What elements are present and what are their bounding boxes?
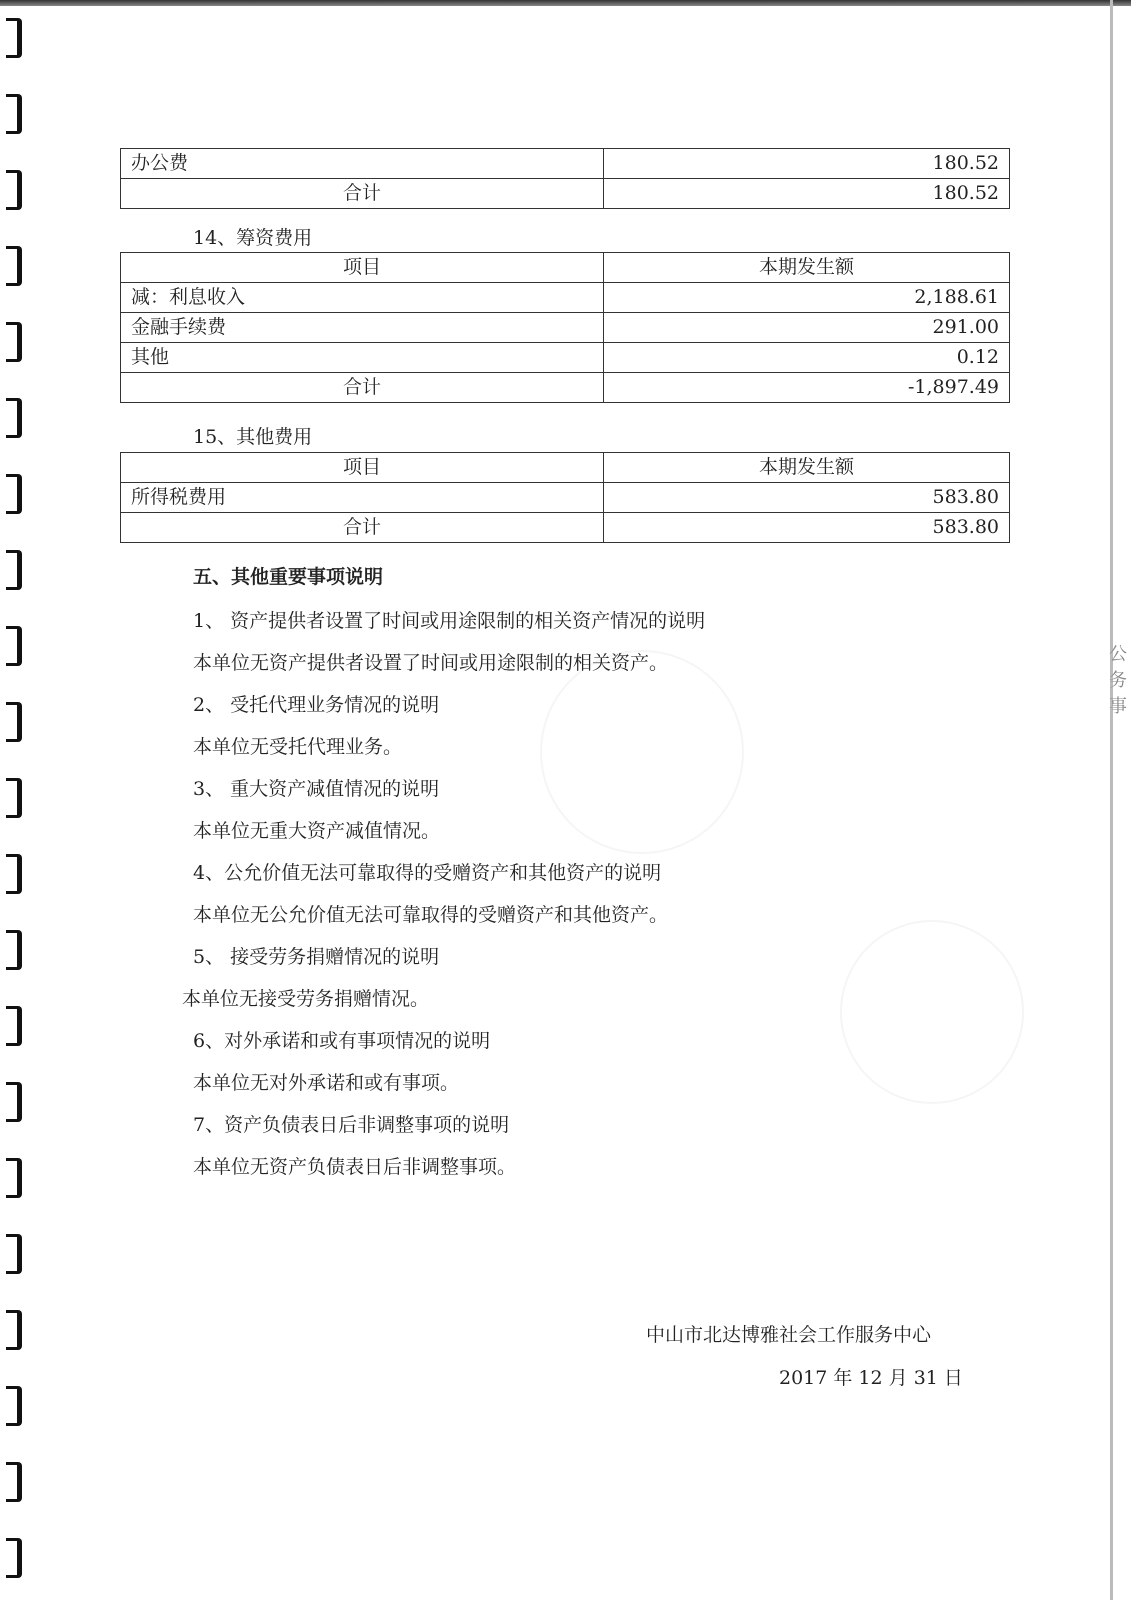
item-4-heading: 4、公允价值无法可靠取得的受赠资产和其他资产的说明 — [193, 862, 662, 884]
binding-ring — [6, 398, 22, 438]
table-row — [121, 373, 1010, 403]
table-row — [121, 149, 1010, 179]
item-7-text: 本单位无资产负债表日后非调整事项。 — [193, 1156, 517, 1178]
section-15-title: 15、其他费用 — [193, 426, 313, 448]
binding-ring — [6, 1158, 22, 1198]
section-14-title: 14、筹资费用 — [193, 227, 313, 249]
signature-date: 2017 年 12 月 31 日 — [779, 1367, 963, 1389]
item-2-heading: 2、 受托代理业务情况的说明 — [193, 694, 440, 716]
binding-ring — [6, 94, 22, 134]
binding-ring — [6, 170, 22, 210]
table-14-financing-expense — [120, 252, 1010, 403]
binding-ring — [6, 474, 22, 514]
binding-ring — [6, 854, 22, 894]
table-header-row — [121, 453, 1010, 483]
item-6-text: 本单位无对外承诺和或有事项。 — [193, 1072, 460, 1094]
cell-amount: 583.80 — [604, 513, 1010, 543]
item-3-text: 本单位无重大资产减值情况。 — [193, 820, 441, 842]
spiral-binding — [0, 0, 30, 1600]
item-5-heading: 5、 接受劳务捐赠情况的说明 — [193, 946, 440, 968]
header-item: 项目 — [121, 253, 604, 283]
cell-item: 减：利息收入 — [121, 283, 604, 313]
binding-ring — [6, 1310, 22, 1350]
cell-amount: -1,897.49 — [604, 373, 1010, 403]
header-amount: 本期发生额 — [604, 453, 1010, 483]
page-right-edge — [1110, 0, 1113, 1600]
cell-amount: 180.52 — [604, 179, 1010, 209]
header-amount: 本期发生额 — [604, 253, 1010, 283]
item-5-text: 本单位无接受劳务捐赠情况。 — [182, 988, 430, 1010]
binding-ring — [6, 1386, 22, 1426]
item-4-text: 本单位无公允价值无法可靠取得的受赠资产和其他资产。 — [193, 904, 669, 926]
binding-ring — [6, 550, 22, 590]
item-1-heading: 1、 资产提供者设置了时间或用途限制的相关资产情况的说明 — [193, 610, 706, 632]
table-row — [121, 283, 1010, 313]
binding-ring — [6, 322, 22, 362]
table-row — [121, 343, 1010, 373]
cell-amount: 180.52 — [604, 149, 1010, 179]
cell-total-label: 合计 — [121, 513, 604, 543]
table-row — [121, 483, 1010, 513]
cell-amount: 291.00 — [604, 313, 1010, 343]
binding-ring — [6, 246, 22, 286]
item-6-heading: 6、对外承诺和或有事项情况的说明 — [193, 1030, 491, 1052]
binding-ring — [6, 930, 22, 970]
item-3-heading: 3、 重大资产减值情况的说明 — [193, 778, 440, 800]
item-1-text: 本单位无资产提供者设置了时间或用途限制的相关资产。 — [193, 652, 669, 674]
cell-amount: 583.80 — [604, 483, 1010, 513]
faint-stamp-shadow — [540, 650, 744, 854]
signature-org: 中山市北达博雅社会工作服务中心 — [646, 1324, 932, 1346]
cell-amount: 2,188.61 — [604, 283, 1010, 313]
binding-ring — [6, 1234, 22, 1274]
part-5-title: 五、其他重要事项说明 — [193, 566, 384, 588]
item-7-heading: 7、资产负债表日后非调整事项的说明 — [193, 1114, 510, 1136]
table-row — [121, 179, 1010, 209]
cell-amount: 0.12 — [604, 343, 1010, 373]
header-item: 项目 — [121, 453, 604, 483]
table-13-office-expense — [120, 148, 1010, 209]
item-2-text: 本单位无受托代理业务。 — [193, 736, 403, 758]
table-row — [121, 313, 1010, 343]
table-header-row — [121, 253, 1010, 283]
binding-ring — [6, 778, 22, 818]
binding-ring — [6, 1082, 22, 1122]
side-stamp-fragment: 公务事 — [1109, 644, 1127, 717]
binding-ring — [6, 1462, 22, 1502]
binding-ring — [6, 702, 22, 742]
cell-item: 所得税费用 — [121, 483, 604, 513]
cell-item: 金融手续费 — [121, 313, 604, 343]
faint-stamp-shadow — [840, 920, 1024, 1104]
page-top-edge — [0, 0, 1131, 6]
table-15-other-expense — [120, 452, 1010, 543]
cell-total-label: 合计 — [121, 373, 604, 403]
binding-ring — [6, 18, 22, 58]
cell-item: 办公费 — [121, 149, 604, 179]
binding-ring — [6, 1006, 22, 1046]
binding-ring — [6, 626, 22, 666]
cell-total-label: 合计 — [121, 179, 604, 209]
binding-ring — [6, 1538, 22, 1578]
cell-item: 其他 — [121, 343, 604, 373]
table-row — [121, 513, 1010, 543]
